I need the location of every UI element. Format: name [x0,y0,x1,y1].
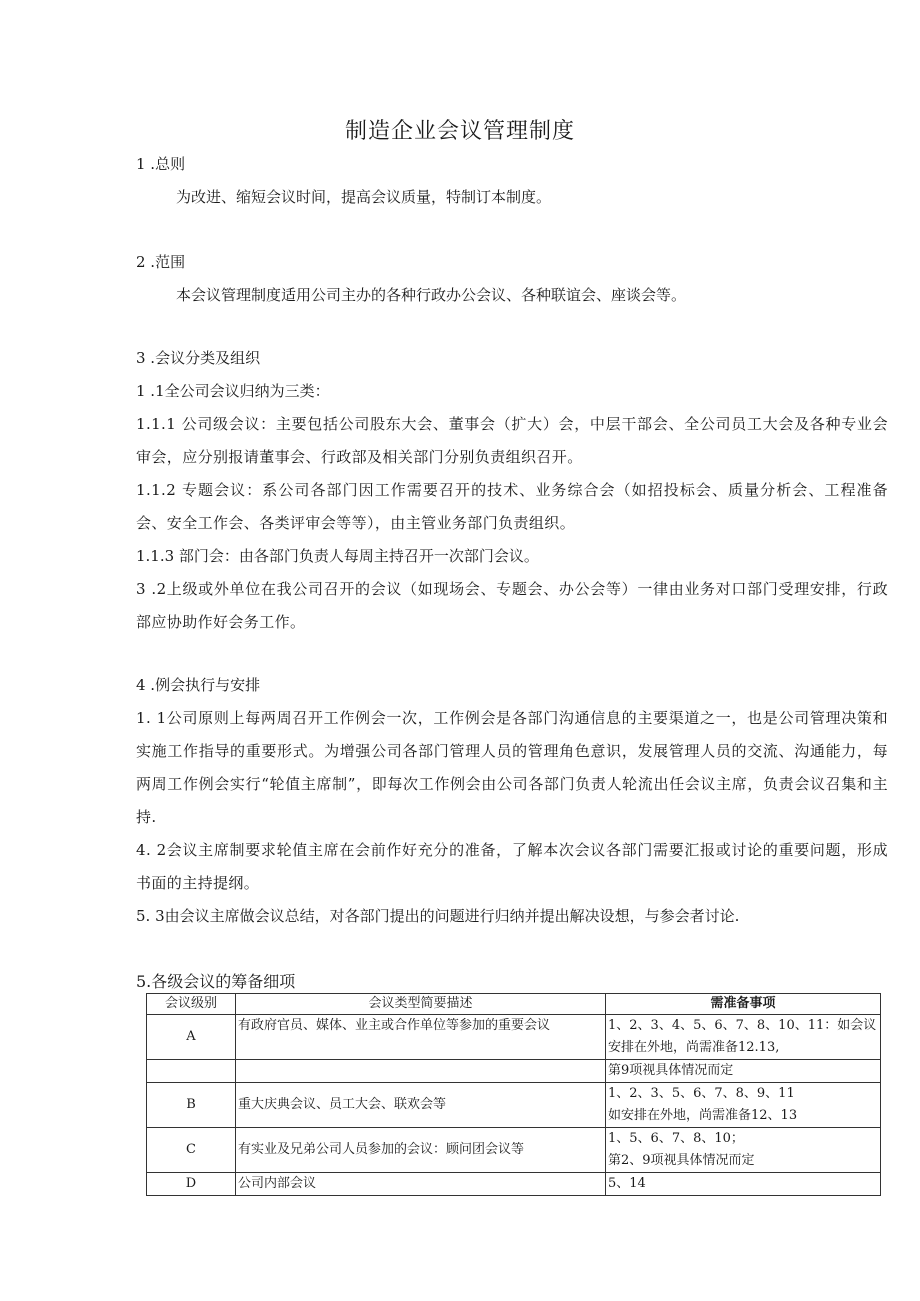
row-d-items: 5、14 [606,1173,881,1196]
row-c-items [606,1128,881,1173]
row-d-level: D [147,1173,236,1196]
preparation-table [146,993,881,1196]
header-level: 会议级别 [147,994,236,1015]
section-4-2: 4. 2会议主席制要求轮值主席在会前作好充分的准备，了解本次会议各部门需要汇报或讨论的重要问题，形成书面的主持提纲。 [136,841,888,892]
section-3-1-3: 1.1.3 部门会：由各部门负责人每周主持召开一次部门会议。 [136,547,539,565]
table-header-row [147,994,881,1015]
row-c-description: 有实业及兄弟公司人员参加的会议：顾问团会议等 [236,1128,606,1173]
row-a-level: A [147,1015,236,1060]
row-b-description: 重大庆典会议、员工大会、联欢会等 [236,1083,606,1128]
section-1-body: 为改进、缩短会议时间，提高会议质量，特制订本制度。 [176,188,552,206]
section-2-body: 本会议管理制度适用公司主办的各种行政办公会议、各种联谊会、座谈会等。 [176,286,687,304]
row-a-description: 有政府官员、媒体、业主或合作单位等参加的重要会议 [236,1015,606,1060]
row-b-items [606,1083,881,1128]
row-d-description: 公司内部会议 [236,1173,606,1196]
row-b-level: B [147,1083,236,1128]
row-c-items-line-1: 1、5、6、7、8、10； [608,1131,744,1146]
row-b-items-line-2: 如安排在外地，尚需准备12、13 [608,1108,798,1123]
table-row [147,1060,881,1083]
section-3-1-2: 1.1.2 专题会议：系公司各部门因工作需要召开的技术、业务综合会（如招投标会、质量分析会、工程准备会、安全工作会、各类评审会等等），由主管业务部门负责组织。 [136,481,888,532]
section-4-3: 5. 3由会议主席做会议总结，对各部门提出的问题进行归纳并提出解决设想，与参会者讨论. [136,907,740,925]
section-2-heading: 2 .范围 [136,253,186,271]
section-1-heading: 1 .总则 [136,155,186,173]
header-items: 需准备事项 [606,994,881,1015]
row-c-items-line-2: 第2、9项视具体情况而定 [608,1153,755,1168]
table-row [147,1083,881,1128]
header-description: 会议类型简要描述 [236,994,606,1015]
section-4-heading: 4 .例会执行与安排 [136,676,261,694]
row-a2-description [236,1060,606,1083]
table-row [147,1173,881,1196]
row-c-level: C [147,1128,236,1173]
table-row [147,1015,881,1060]
section-3-1-1: 1.1.1 公司级会议：主要包括公司股东大会、董事会（扩大）会，中层干部会、全公司员工大会及各种专业会审会，应分别报请董事会、行政部及相关部门分别负责组织召开。 [136,415,888,466]
section-4-1: 1. 1公司原则上每两周召开工作例会一次，工作例会是各部门沟通信息的主要渠道之一，也是公司管理决策和实施工作指导的重要形式。为增强公司各部门管理人员的管理角色意识，发展管理人员的交流、沟通能力，每两周工作例会实行“轮值主席制”，即每次工作例会由公司各部门负责人轮流出任会议主席，负责会议召集和主持. [136,709,888,826]
row-a2-level [147,1060,236,1083]
row-a-items: 1、2、3、4、5、6、7、8、10、11：如会议安排在外地，尚需准备12.13, [606,1015,881,1060]
section-3-1: 1 .1全公司会议归纳为三类： [136,382,330,400]
row-b-items-line-1: 1、2、3、5、6、7、8、9、11 [608,1086,795,1101]
document-title: 制造企业会议管理制度 [344,119,575,144]
section-5-heading: 5.各级会议的筹备细项 [136,972,296,991]
section-3-heading: 3 .会议分类及组织 [136,349,261,367]
section-3-2: 3 .2上级或外单位在我公司召开的会议（如现场会、专题会、办公会等）一律由业务对口部门受理安排，行政部应协助作好会务工作。 [136,580,888,631]
row-a2-items: 第9项视具体情况而定 [606,1060,881,1083]
table-row [147,1128,881,1173]
